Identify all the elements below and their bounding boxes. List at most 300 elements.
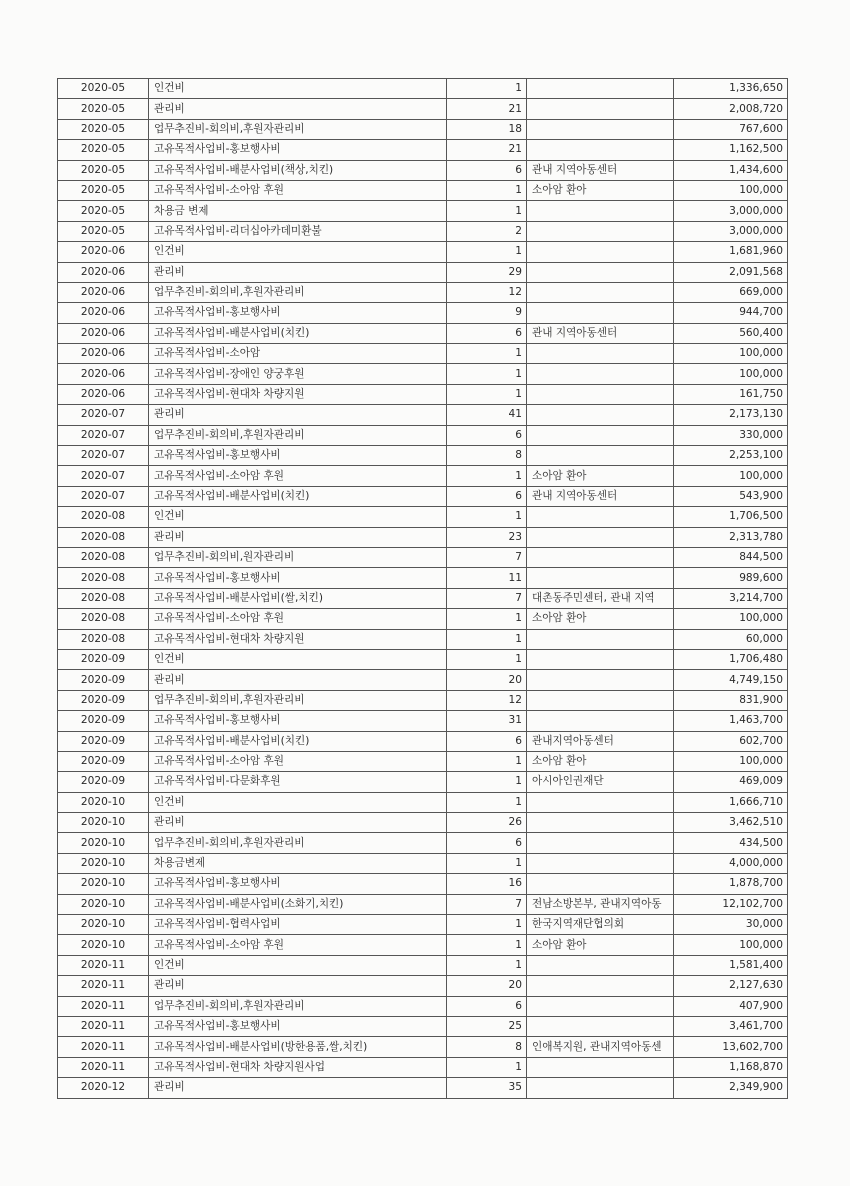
table-row [58,1016,788,1036]
item-cell: 업무추진비-회의비,후원자관리비 [149,282,447,302]
table-row [58,282,788,302]
date-cell: 2020-10 [58,894,149,914]
recipient-cell: 소아암 환아 [527,466,674,486]
date-cell: 2020-10 [58,874,149,894]
date-cell: 2020-11 [58,976,149,996]
amount-cell: 1,706,500 [674,507,788,527]
item-cell: 고유목적사업비-홍보행사비 [149,1016,447,1036]
table-row [58,1037,788,1057]
recipient-cell [527,568,674,588]
item-cell: 업무추진비-회의비,후원자관리비 [149,119,447,139]
item-cell: 고유목적사업비-다문화후원 [149,772,447,792]
recipient-cell [527,527,674,547]
recipient-cell: 관내지역아동센터 [527,731,674,751]
item-cell: 고유목적사업비-장애인 양궁후원 [149,364,447,384]
item-cell: 고유목적사업비-배분사업비(치킨) [149,323,447,343]
item-cell: 차용금 변제 [149,201,447,221]
amount-cell: 330,000 [674,425,788,445]
amount-cell: 1,878,700 [674,874,788,894]
amount-cell: 100,000 [674,466,788,486]
count-cell: 20 [447,670,527,690]
item-cell: 인건비 [149,242,447,262]
item-cell: 고유목적사업비-소아암 후원 [149,751,447,771]
date-cell: 2020-10 [58,853,149,873]
date-cell: 2020-08 [58,568,149,588]
recipient-cell [527,507,674,527]
recipient-cell [527,262,674,282]
amount-cell: 3,000,000 [674,201,788,221]
recipient-cell [527,649,674,669]
item-cell: 고유목적사업비-소아암 후원 [149,609,447,629]
date-cell: 2020-05 [58,221,149,241]
recipient-cell [527,364,674,384]
count-cell: 9 [447,303,527,323]
table-row [58,813,788,833]
item-cell: 관리비 [149,976,447,996]
recipient-cell [527,813,674,833]
date-cell: 2020-08 [58,609,149,629]
count-cell: 25 [447,1016,527,1036]
table-row [58,976,788,996]
item-cell: 고유목적사업비-현대차 차량지원 [149,629,447,649]
count-cell: 8 [447,446,527,466]
table-row [58,221,788,241]
date-cell: 2020-05 [58,160,149,180]
table-row [58,201,788,221]
amount-cell: 3,214,700 [674,588,788,608]
recipient-cell: 관내 지역아동센터 [527,486,674,506]
table-row [58,649,788,669]
count-cell: 1 [447,609,527,629]
count-cell: 1 [447,364,527,384]
table-row [58,996,788,1016]
count-cell: 7 [447,588,527,608]
count-cell: 1 [447,242,527,262]
amount-cell: 831,900 [674,690,788,710]
count-cell: 11 [447,568,527,588]
date-cell: 2020-10 [58,915,149,935]
count-cell: 21 [447,140,527,160]
recipient-cell: 전남소방본부, 관내지역아동 [527,894,674,914]
amount-cell: 4,749,150 [674,670,788,690]
amount-cell: 100,000 [674,609,788,629]
count-cell: 1 [447,1057,527,1077]
item-cell: 고유목적사업비-홍보행사비 [149,568,447,588]
count-cell: 31 [447,711,527,731]
item-cell: 고유목적사업비-홍보행사비 [149,874,447,894]
amount-cell: 100,000 [674,935,788,955]
recipient-cell [527,996,674,1016]
table-row [58,1078,788,1098]
date-cell: 2020-11 [58,996,149,1016]
recipient-cell: 한국지역재단협의회 [527,915,674,935]
date-cell: 2020-05 [58,99,149,119]
date-cell: 2020-06 [58,323,149,343]
amount-cell: 1,666,710 [674,792,788,812]
table-row [58,588,788,608]
date-cell: 2020-08 [58,507,149,527]
count-cell: 6 [447,731,527,751]
date-cell: 2020-11 [58,1016,149,1036]
table-row [58,731,788,751]
item-cell: 고유목적사업비-소아암 후원 [149,466,447,486]
table-row [58,79,788,99]
count-cell: 7 [447,894,527,914]
table-row [58,874,788,894]
count-cell: 29 [447,262,527,282]
count-cell: 6 [447,996,527,1016]
date-cell: 2020-08 [58,629,149,649]
table-row [58,486,788,506]
table-row [58,772,788,792]
date-cell: 2020-08 [58,588,149,608]
item-cell: 고유목적사업비-협력사업비 [149,915,447,935]
amount-cell: 2,091,568 [674,262,788,282]
amount-cell: 434,500 [674,833,788,853]
item-cell: 고유목적사업비-배분사업비(쌀,치킨) [149,588,447,608]
count-cell: 1 [447,955,527,975]
item-cell: 업무추진비-회의비,후원자관리비 [149,425,447,445]
date-cell: 2020-06 [58,242,149,262]
item-cell: 고유목적사업비-소아암 후원 [149,180,447,200]
amount-cell: 944,700 [674,303,788,323]
recipient-cell [527,1016,674,1036]
count-cell: 1 [447,507,527,527]
item-cell: 고유목적사업비-소아암 후원 [149,935,447,955]
count-cell: 26 [447,813,527,833]
count-cell: 6 [447,160,527,180]
item-cell: 업무추진비-회의비,원자관리비 [149,547,447,567]
date-cell: 2020-06 [58,364,149,384]
table-row [58,751,788,771]
table-row [58,405,788,425]
count-cell: 1 [447,344,527,364]
table-row [58,303,788,323]
recipient-cell [527,853,674,873]
item-cell: 업무추진비-회의비,후원자관리비 [149,833,447,853]
table-row [58,955,788,975]
count-cell: 8 [447,1037,527,1057]
amount-cell: 543,900 [674,486,788,506]
table-row [58,547,788,567]
recipient-cell [527,99,674,119]
table-row [58,384,788,404]
amount-cell: 4,000,000 [674,853,788,873]
item-cell: 인건비 [149,955,447,975]
amount-cell: 469,009 [674,772,788,792]
table-row [58,140,788,160]
date-cell: 2020-06 [58,303,149,323]
table-row [58,344,788,364]
count-cell: 23 [447,527,527,547]
date-cell: 2020-07 [58,486,149,506]
item-cell: 관리비 [149,405,447,425]
table-row [58,690,788,710]
item-cell: 고유목적사업비-홍보행사비 [149,711,447,731]
date-cell: 2020-09 [58,751,149,771]
item-cell: 고유목적사업비-배분사업비(책상,치킨) [149,160,447,180]
date-cell: 2020-10 [58,813,149,833]
recipient-cell [527,670,674,690]
date-cell: 2020-08 [58,547,149,567]
count-cell: 18 [447,119,527,139]
item-cell: 고유목적사업비-홍보행사비 [149,140,447,160]
amount-cell: 1,681,960 [674,242,788,262]
date-cell: 2020-05 [58,119,149,139]
recipient-cell: 소아암 환아 [527,935,674,955]
amount-cell: 1,168,870 [674,1057,788,1077]
item-cell: 관리비 [149,813,447,833]
amount-cell: 100,000 [674,344,788,364]
recipient-cell [527,629,674,649]
amount-cell: 602,700 [674,731,788,751]
date-cell: 2020-07 [58,446,149,466]
amount-cell: 100,000 [674,364,788,384]
table-row [58,915,788,935]
date-cell: 2020-07 [58,466,149,486]
count-cell: 1 [447,751,527,771]
recipient-cell [527,833,674,853]
recipient-cell [527,976,674,996]
date-cell: 2020-05 [58,79,149,99]
table-row [58,711,788,731]
count-cell: 1 [447,915,527,935]
table-row [58,119,788,139]
count-cell: 20 [447,976,527,996]
table-row [58,935,788,955]
count-cell: 12 [447,282,527,302]
amount-cell: 2,173,130 [674,405,788,425]
expense-table [57,78,788,1099]
table-row [58,323,788,343]
amount-cell: 560,400 [674,323,788,343]
date-cell: 2020-10 [58,935,149,955]
table-row [58,853,788,873]
item-cell: 고유목적사업비-배분사업비(치킨) [149,486,447,506]
date-cell: 2020-06 [58,282,149,302]
amount-cell: 407,900 [674,996,788,1016]
date-cell: 2020-07 [58,425,149,445]
table-row [58,670,788,690]
item-cell: 관리비 [149,1078,447,1098]
table-row [58,792,788,812]
recipient-cell [527,425,674,445]
amount-cell: 1,434,600 [674,160,788,180]
table-row [58,527,788,547]
expense-ledger-sheet [57,78,787,1099]
item-cell: 관리비 [149,99,447,119]
amount-cell: 30,000 [674,915,788,935]
amount-cell: 844,500 [674,547,788,567]
item-cell: 인건비 [149,649,447,669]
table-row [58,446,788,466]
count-cell: 6 [447,323,527,343]
recipient-cell [527,201,674,221]
amount-cell: 100,000 [674,751,788,771]
date-cell: 2020-09 [58,711,149,731]
recipient-cell: 소아암 환아 [527,751,674,771]
table-row [58,833,788,853]
table-row [58,364,788,384]
amount-cell: 989,600 [674,568,788,588]
recipient-cell: 인애복지원, 관내지역아동센 [527,1037,674,1057]
item-cell: 인건비 [149,79,447,99]
item-cell: 고유목적사업비-소아암 [149,344,447,364]
amount-cell: 1,162,500 [674,140,788,160]
amount-cell: 3,000,000 [674,221,788,241]
amount-cell: 12,102,700 [674,894,788,914]
date-cell: 2020-11 [58,1057,149,1077]
count-cell: 1 [447,853,527,873]
recipient-cell [527,119,674,139]
recipient-cell: 관내 지역아동센터 [527,323,674,343]
item-cell: 관리비 [149,670,447,690]
recipient-cell [527,221,674,241]
amount-cell: 2,349,900 [674,1078,788,1098]
table-row [58,629,788,649]
recipient-cell [527,140,674,160]
recipient-cell [527,792,674,812]
item-cell: 고유목적사업비-리더십아카데미환불 [149,221,447,241]
table-row [58,99,788,119]
amount-cell: 2,313,780 [674,527,788,547]
recipient-cell [527,282,674,302]
item-cell: 차용금변제 [149,853,447,873]
date-cell: 2020-06 [58,344,149,364]
amount-cell: 1,581,400 [674,955,788,975]
item-cell: 고유목적사업비-배분사업비(소화기,치킨) [149,894,447,914]
count-cell: 1 [447,384,527,404]
count-cell: 1 [447,792,527,812]
recipient-cell [527,874,674,894]
count-cell: 41 [447,405,527,425]
recipient-cell: 소아암 환아 [527,609,674,629]
date-cell: 2020-09 [58,690,149,710]
count-cell: 35 [447,1078,527,1098]
table-row [58,1057,788,1077]
amount-cell: 3,462,510 [674,813,788,833]
recipient-cell [527,1078,674,1098]
item-cell: 고유목적사업비-배분사업비(방한용품,쌀,치킨) [149,1037,447,1057]
recipient-cell: 대촌동주민센터, 관내 지역 [527,588,674,608]
recipient-cell: 아시아인권재단 [527,772,674,792]
table-row [58,894,788,914]
date-cell: 2020-11 [58,955,149,975]
count-cell: 16 [447,874,527,894]
count-cell: 21 [447,99,527,119]
date-cell: 2020-06 [58,384,149,404]
count-cell: 1 [447,772,527,792]
item-cell: 관리비 [149,262,447,282]
recipient-cell [527,547,674,567]
table-row [58,466,788,486]
item-cell: 인건비 [149,792,447,812]
table-row [58,262,788,282]
amount-cell: 1,463,700 [674,711,788,731]
date-cell: 2020-05 [58,180,149,200]
count-cell: 1 [447,180,527,200]
count-cell: 1 [447,935,527,955]
count-cell: 2 [447,221,527,241]
amount-cell: 1,336,650 [674,79,788,99]
recipient-cell [527,405,674,425]
count-cell: 1 [447,79,527,99]
date-cell: 2020-09 [58,649,149,669]
item-cell: 고유목적사업비-홍보행사비 [149,303,447,323]
date-cell: 2020-05 [58,140,149,160]
table-row [58,425,788,445]
count-cell: 12 [447,690,527,710]
recipient-cell [527,446,674,466]
count-cell: 1 [447,201,527,221]
item-cell: 고유목적사업비-현대차 차량지원 [149,384,447,404]
item-cell: 업무추진비-회의비,후원자관리비 [149,690,447,710]
amount-cell: 2,008,720 [674,99,788,119]
recipient-cell [527,79,674,99]
amount-cell: 13,602,700 [674,1037,788,1057]
date-cell: 2020-11 [58,1037,149,1057]
recipient-cell [527,303,674,323]
count-cell: 1 [447,629,527,649]
date-cell: 2020-12 [58,1078,149,1098]
count-cell: 1 [447,649,527,669]
table-row [58,242,788,262]
count-cell: 6 [447,486,527,506]
date-cell: 2020-06 [58,262,149,282]
amount-cell: 2,127,630 [674,976,788,996]
table-row [58,160,788,180]
date-cell: 2020-10 [58,833,149,853]
item-cell: 고유목적사업비-홍보행사비 [149,446,447,466]
amount-cell: 161,750 [674,384,788,404]
amount-cell: 2,253,100 [674,446,788,466]
date-cell: 2020-09 [58,772,149,792]
amount-cell: 3,461,700 [674,1016,788,1036]
amount-cell: 1,706,480 [674,649,788,669]
amount-cell: 669,000 [674,282,788,302]
recipient-cell [527,384,674,404]
recipient-cell: 소아암 환아 [527,180,674,200]
recipient-cell [527,711,674,731]
count-cell: 6 [447,833,527,853]
table-row [58,507,788,527]
table-row [58,568,788,588]
amount-cell: 767,600 [674,119,788,139]
date-cell: 2020-09 [58,670,149,690]
recipient-cell: 관내 지역아동센터 [527,160,674,180]
date-cell: 2020-09 [58,731,149,751]
item-cell: 고유목적사업비-현대차 차량지원사업 [149,1057,447,1077]
count-cell: 1 [447,466,527,486]
recipient-cell [527,242,674,262]
recipient-cell [527,955,674,975]
expense-table-body [58,79,788,1099]
date-cell: 2020-08 [58,527,149,547]
amount-cell: 100,000 [674,180,788,200]
table-row [58,609,788,629]
table-row [58,180,788,200]
item-cell: 고유목적사업비-배분사업비(치킨) [149,731,447,751]
count-cell: 6 [447,425,527,445]
count-cell: 7 [447,547,527,567]
amount-cell: 60,000 [674,629,788,649]
recipient-cell [527,344,674,364]
date-cell: 2020-05 [58,201,149,221]
item-cell: 인건비 [149,507,447,527]
recipient-cell [527,1057,674,1077]
date-cell: 2020-10 [58,792,149,812]
recipient-cell [527,690,674,710]
